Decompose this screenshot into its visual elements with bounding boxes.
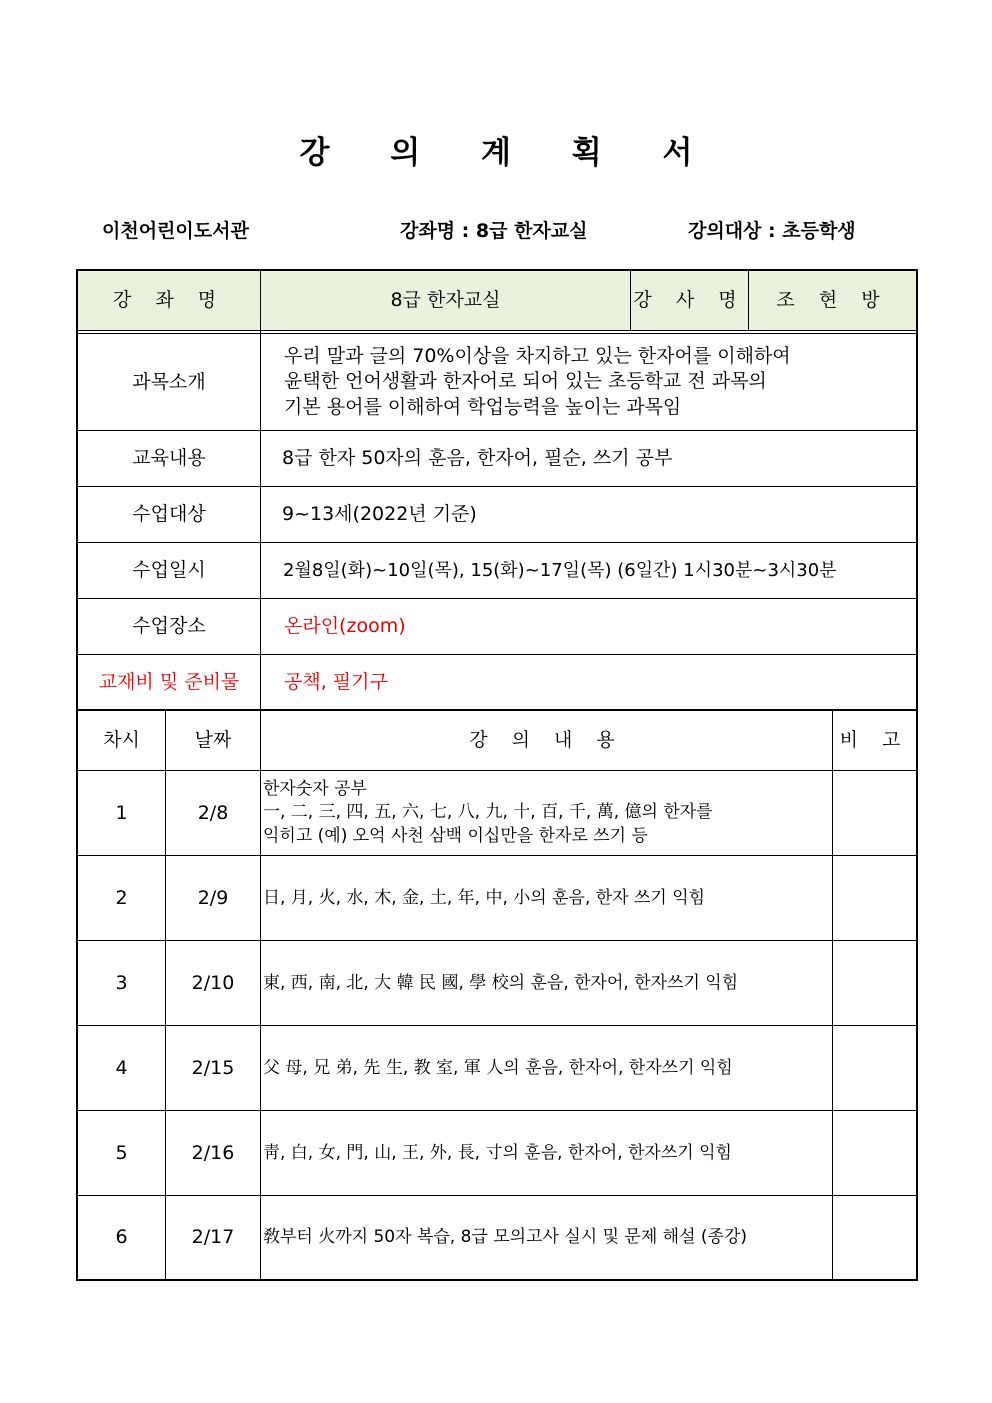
header-session: 차시 <box>103 729 140 752</box>
header-date: 날짜 <box>194 729 232 752</box>
header-note: 비 고 <box>839 729 910 752</box>
header-content: 강 의 내 용 <box>469 729 624 752</box>
course-label: 강 좌 명 <box>112 289 226 312</box>
session-number: 2 <box>115 886 128 909</box>
session-number: 5 <box>115 1141 128 1164</box>
page-title: 강 의 계 획 서 <box>299 135 718 171</box>
course-value: 8급 한자교실 <box>390 289 501 312</box>
content-value: 8급 한자 50자의 훈음, 한자어, 필순, 쓰기 공부 <box>282 447 673 470</box>
session-date: 2/10 <box>191 971 235 994</box>
session-content: 東, 西, 南, 北, 大 韓 民 國, 學 校의 훈음, 한자어, 한자쓰기 익힘 <box>263 972 739 993</box>
intro-label: 과목소개 <box>132 370 206 393</box>
place-label: 수업장소 <box>132 615 206 638</box>
session-content: 父 母, 兄 弟, 先 生, 教 室, 軍 人의 훈음, 한자어, 한자쓰기 익힘 <box>263 1057 733 1078</box>
intro-line: 우리 말과 글의 70%이상을 차지하고 있는 한자어를 이해하여 <box>284 345 791 368</box>
content-line: 익히고 (예) 오억 사천 삼백 이십만을 한자로 쓰기 등 <box>263 825 648 846</box>
target-audience-header: 강의대상 : 초등학생 <box>688 220 856 242</box>
session-content: 敎부터 火까지 50자 복습, 8급 모의고사 실시 및 문제 해설 (종강) <box>263 1227 748 1248</box>
instructor-label: 강 사 명 <box>633 289 746 312</box>
instructor-value: 조 현 방 <box>776 289 889 312</box>
library-name: 이천어린이도서관 <box>102 220 249 242</box>
datetime-value: 2월8일(화)~10일(목), 15(화)~17일(목) (6일간) 1시30분~3시30분 <box>283 559 837 581</box>
age-value: 9~13세(2022년 기준) <box>282 503 477 526</box>
session-date: 2/16 <box>191 1141 235 1164</box>
course-name-header: 강좌명 : 8급 한자교실 <box>400 220 588 242</box>
age-label: 수업대상 <box>132 503 206 526</box>
materials-value: 공책, 필기구 <box>284 670 388 693</box>
session-date: 2/8 <box>197 801 229 824</box>
intro-text <box>284 334 914 430</box>
session-date: 2/15 <box>191 1056 235 1079</box>
place-value: 온라인(zoom) <box>284 615 406 638</box>
session-content <box>263 771 831 855</box>
content-label: 교육내용 <box>132 447 206 470</box>
content-line: 一, 二, 三, 四, 五, 六, 七, 八, 九, 十, 百, 千, 萬, 億의 한자를 <box>263 802 713 823</box>
session-content: 靑, 白, 女, 門, 山, 王, 外, 長, 寸의 훈음, 한자어, 한자쓰기 익힘 <box>263 1142 732 1163</box>
session-date: 2/9 <box>197 886 229 909</box>
content-line: 한자숫자 공부 <box>263 778 367 799</box>
materials-label: 교재비 및 준비물 <box>98 670 240 693</box>
session-number: 4 <box>115 1056 128 1079</box>
session-number: 6 <box>115 1226 128 1249</box>
intro-line: 기본 용어를 이해하여 학업능력을 높이는 과목임 <box>284 395 682 418</box>
session-number: 3 <box>115 971 128 994</box>
session-content: 日, 月, 火, 水, 木, 金, 土, 年, 中, 小의 훈음, 한자 쓰기 익힘 <box>263 887 706 908</box>
datetime-label: 수업일시 <box>132 559 206 582</box>
session-number: 1 <box>115 801 128 824</box>
session-date: 2/17 <box>191 1226 235 1249</box>
intro-line: 윤택한 언어생활과 한자어로 되어 있는 초등학교 전 과목의 <box>284 370 767 393</box>
